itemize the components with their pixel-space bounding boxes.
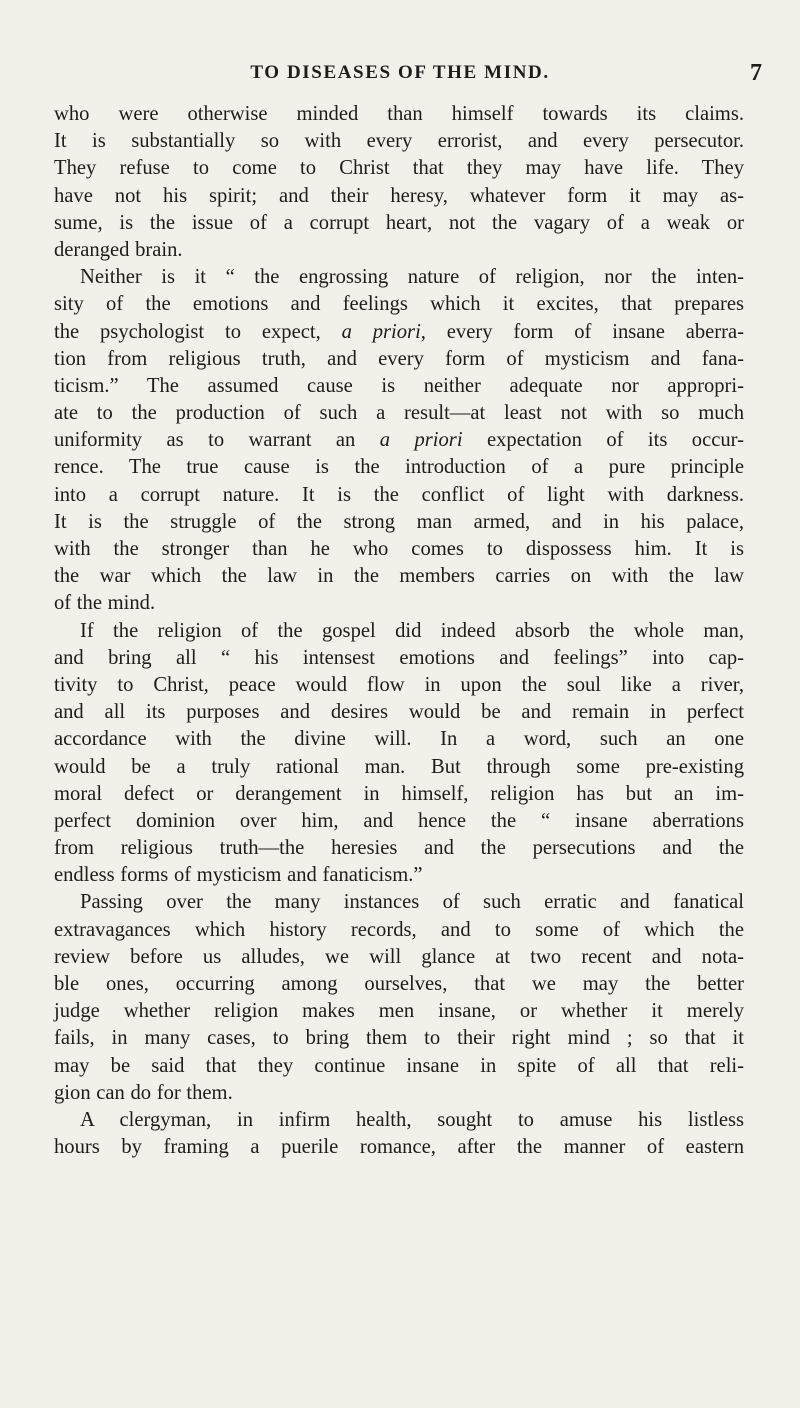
text-line: It is substantially so with every errorist, and every persecutor. <box>54 130 744 153</box>
text-line: extravagances which history records, and to some of which the <box>54 918 744 941</box>
text-line: Passing over the many instances of such erratic and fanatical <box>80 891 744 914</box>
text-line: ticism.” The assumed cause is neither adequate nor appropri- <box>54 374 744 397</box>
text-line: the psychologist to expect, a priori, every form of insane aberra- <box>54 320 745 343</box>
text-line: review before us alludes, we will glance at two recent and nota- <box>54 945 744 968</box>
text-line: tion from religious truth, and every form of mysticism and fana- <box>54 347 744 370</box>
italic-phrase: a priori <box>341 320 421 343</box>
text-line: uniformity as to warrant an a priori expectation of its occur- <box>54 429 744 452</box>
text-line: into a corrupt nature. It is the conflict of light with darkness. <box>54 483 744 506</box>
text-line: ate to the production of such a result—at least not with so much <box>54 402 744 425</box>
text-line: fails, in many cases, to bring them to their right mind ; so that it <box>54 1027 744 1050</box>
text-line: A clergyman, in infirm health, sought to amuse his listless <box>80 1108 744 1131</box>
text-line: gion can do for them. <box>54 1081 233 1104</box>
text-line: If the religion of the gospel did indeed absorb the whole man, <box>80 619 744 642</box>
text-line: with the stronger than he who comes to dispossess him. It is <box>54 538 744 560</box>
text-line: It is the struggle of the strong man armed, and in his palace, <box>54 510 744 533</box>
page-number: 7 <box>750 60 762 86</box>
running-header <box>0 58 800 88</box>
text-line: rence. The true cause is the introduction of a pure principle <box>54 456 744 479</box>
text-line: Neither is it “ the engrossing nature of religion, nor the inten- <box>80 266 744 289</box>
text-line: tivity to Christ, peace would flow in upon the soul like a river, <box>54 673 744 696</box>
text-line: would be a truly rational man. But through some pre-existing <box>54 755 744 778</box>
text-line: accordance with the divine will. In a word, such an one <box>54 728 744 751</box>
text-line: moral defect or derangement in himself, religion has but an im- <box>54 782 744 805</box>
text-line: and bring all “ his intensest emotions and feelings” into cap- <box>54 646 744 669</box>
text-line: perfect dominion over him, and hence the “ insane aberrations <box>54 809 744 832</box>
running-title: TO DISEASES OF THE MIND. <box>250 62 550 83</box>
text-line: They refuse to come to Christ that they may have life. They <box>54 157 744 180</box>
text-line: from religious truth—the heresies and the persecutions and the <box>54 837 744 860</box>
text-line: sity of the emotions and feelings which it excites, that prepares <box>54 293 744 316</box>
text-line: have not his spirit; and their heresy, whatever form it may as- <box>54 184 744 207</box>
text-line: may be said that they continue insane in spite of all that reli- <box>54 1054 744 1077</box>
italic-phrase: a priori <box>379 429 463 452</box>
text-line: sume, is the issue of a corrupt heart, not the vagary of a weak or <box>54 211 744 234</box>
text-line: hours by framing a puerile romance, after the manner of eastern <box>54 1136 744 1159</box>
text-line: the war which the law in the members carries on with the law <box>54 565 744 588</box>
text-line: of the mind. <box>54 592 156 615</box>
text-line: who were otherwise minded than himself towards its claims. <box>54 103 744 125</box>
text-line: deranged brain. <box>54 238 183 261</box>
text-line: endless forms of mysticism and fanaticism.” <box>54 864 423 887</box>
body-text <box>54 101 744 1161</box>
text-line: ble ones, occurring among ourselves, that we may the better <box>54 973 744 995</box>
text-line: judge whether religion makes men insane, or whether it merely <box>54 1000 744 1023</box>
text-line: and all its purposes and desires would be and remain in perfect <box>54 701 744 724</box>
